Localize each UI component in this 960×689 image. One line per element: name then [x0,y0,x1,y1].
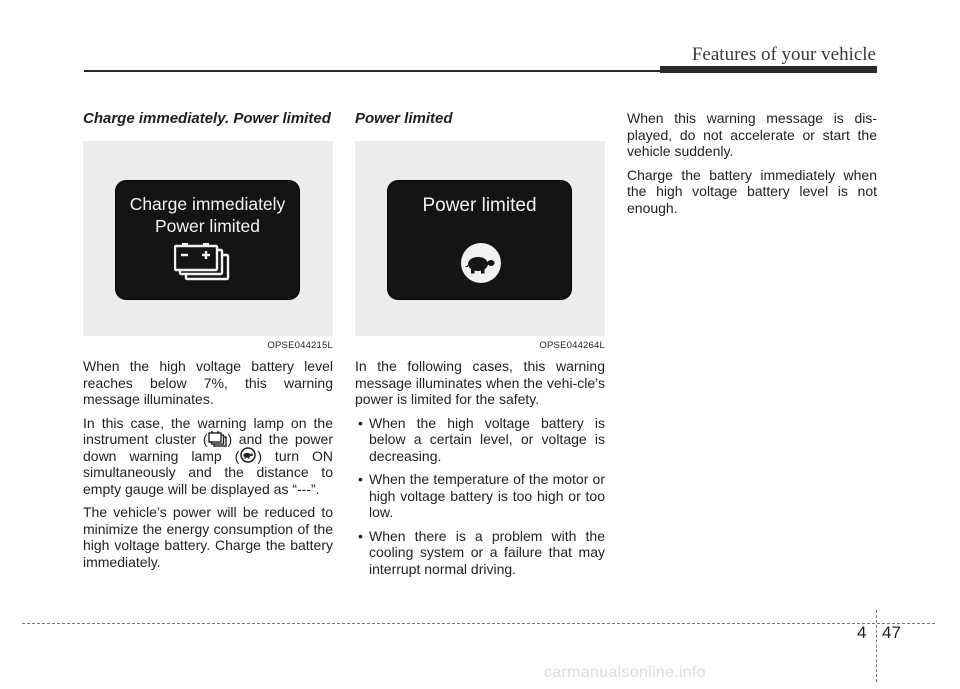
paragraph-warning-lamps: In this case, the warning lamp on the instrument cluster ( ) and the power down warning lamp ( ) turn ON simultaneously and the distance to empty gauge will be displayed as “---”. [83,414,333,497]
cluster-display [116,181,299,299]
figure-code: OPSE044215L [267,340,333,351]
bullet-list [355,415,605,578]
chapter-number: 4 [857,623,867,642]
battery-icon [208,431,228,447]
list-item: • When there is a problem with the cooling system or a failure that may interrupt normal driving. [358,527,605,577]
display-text-line1: Charge immediately [129,194,286,214]
figure-power-limited [355,141,605,351]
bullet-marker: • [358,471,363,487]
paragraph: When this warning message is dis-played, do not accelerate or start the vehicle suddenly. [627,110,877,159]
column-charge-immediately [83,110,333,577]
list-item: • When the high voltage battery is below a certain level, or voltage is decreasing. [358,414,605,464]
bullet-marker: • [358,527,363,544]
battery-stack-icon [174,243,238,283]
paragraph: In the following cases, this warning message illuminates when the vehi-cle’s power is limited for the safety. [355,358,605,407]
column-caution [627,110,877,223]
paragraph: Charge the battery immediately when the high voltage battery level is not enough. [627,166,877,216]
section-heading-power-limited: Power limited [355,110,453,127]
bullet-marker: • [358,414,363,431]
figure-charge-immediately [83,141,333,351]
page-number: 47 [882,623,901,642]
page-header-title: Features of your vehicle [691,44,876,65]
paragraph: The vehicle’s power will be reduced to minimize the energy consumption of the high voltage battery. Charge the battery immediately. [83,504,333,570]
column-power-limited [355,110,605,584]
figure-code: OPSE044264L [539,340,605,351]
display-text-line1: Power limited [422,195,537,216]
turtle-icon [459,241,503,285]
paragraph: When the high voltage battery level reaches below 7%, this warning message illuminates. [83,358,333,407]
turtle-icon [239,447,257,463]
watermark: carmanualsonline.info [544,664,706,681]
footer-rule [22,623,935,624]
list-item: • When the temperature of the motor or high voltage battery is too high or too low. [358,471,605,520]
footer-separator [876,610,877,682]
section-heading-charge-immediately: Charge immediately. Power limited [83,110,331,127]
display-text-line2: Power limited [154,216,261,236]
header-tab-bar [660,66,877,73]
cluster-display [388,181,571,299]
